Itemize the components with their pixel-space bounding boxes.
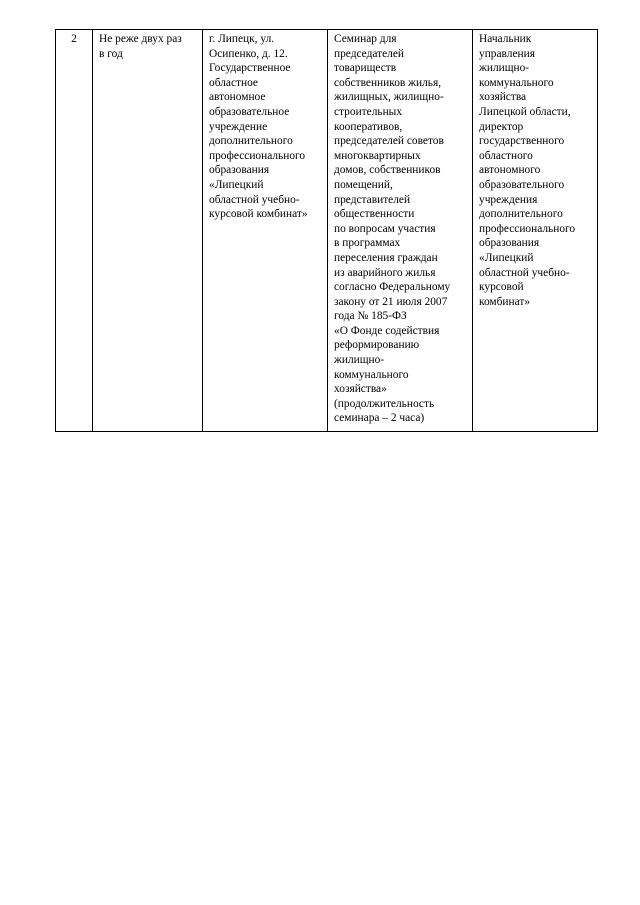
period-cell: Не реже двух раз в год (93, 30, 203, 432)
schedule-table (55, 29, 598, 432)
row-number-cell: 2 (56, 30, 93, 432)
place-cell: г. Липецк, ул. Осипенко, д. 12. Государственное областное автономное образовательное учреждение дополнительного профессионального образования «Липецкий областной учебно- курсовой комбинат» (203, 30, 328, 432)
event-cell: Семинар для председателей товариществ собственников жилья, жилищных, жилищно- строительных кооперативов, председателей советов многоквартирных домов, собственников помещений, представителей общественности по вопросам участия в программах переселения граждан из аварийного жилья согласно Федеральному закону от 21 июля 2007 года № 185-ФЗ «О Фонде содействия реформированию жилищно- коммунального хозяйства» (продолжительность семинара – 2 часа) (328, 30, 473, 432)
responsible-cell: Начальник управления жилищно- коммунального хозяйства Липецкой области, директор государственного областного автономного образовательного учреждения дополнительного профессионального образования «Липецкий областной учебно- курсовой комбинат» (473, 30, 598, 432)
table-row (56, 30, 598, 432)
